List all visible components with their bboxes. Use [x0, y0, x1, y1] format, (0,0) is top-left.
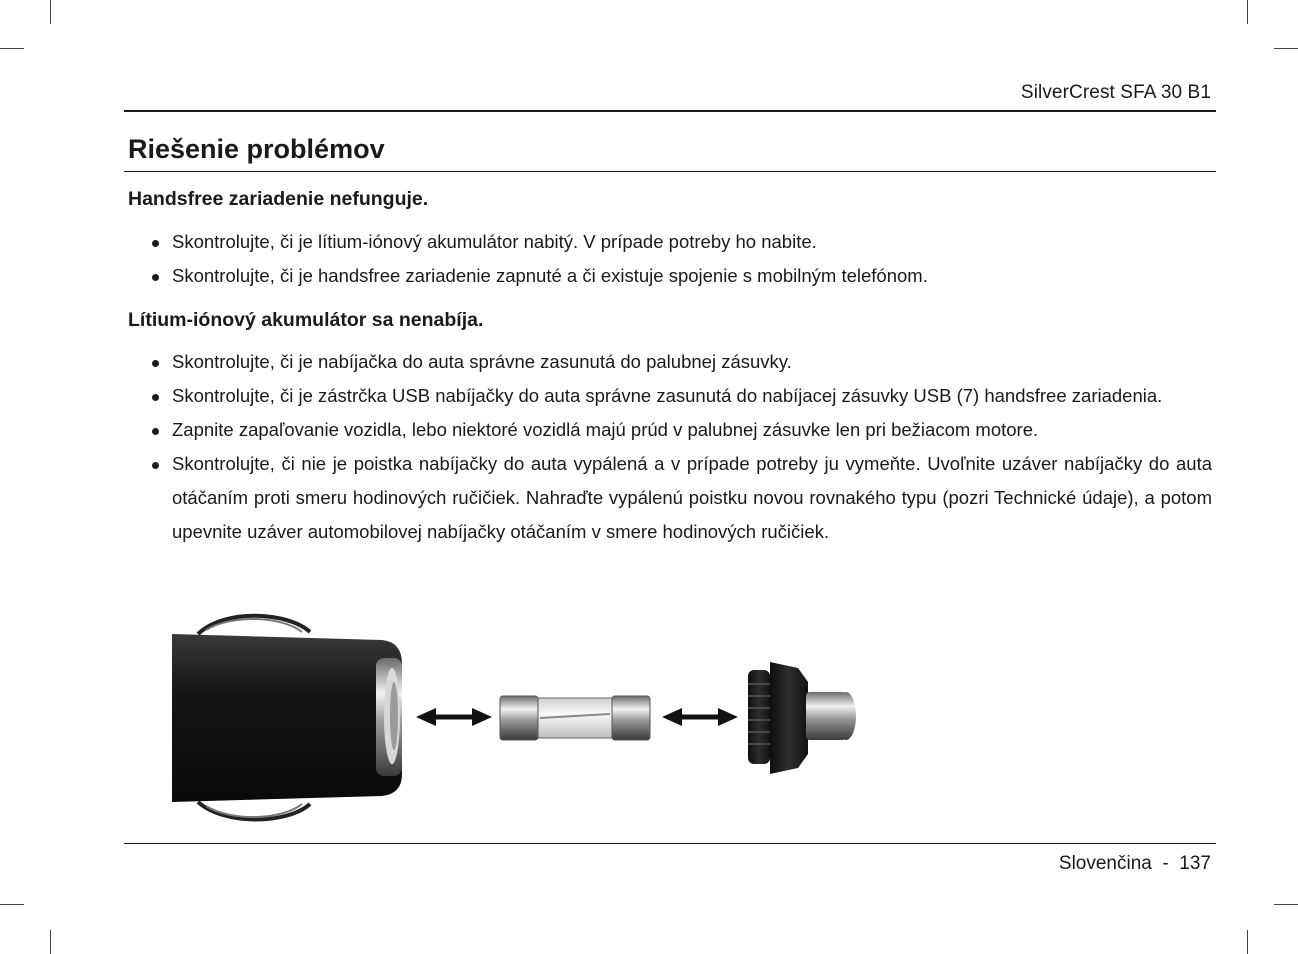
list-item: [146, 345, 1212, 379]
fuse-image: [500, 696, 650, 740]
bullet-icon: [152, 462, 159, 469]
list-item: [146, 225, 1212, 259]
list-item: [146, 447, 1212, 549]
double-arrow-icon: [662, 708, 738, 726]
crop-mark: [1274, 904, 1298, 905]
crop-mark: [50, 0, 51, 24]
bullet-list: [146, 225, 1212, 293]
running-header: SilverCrest SFA 30 B1: [1020, 82, 1211, 103]
page-footer: [1059, 853, 1211, 875]
crop-mark: [50, 930, 51, 954]
list-item: [146, 379, 1212, 413]
crop-mark: [1274, 48, 1298, 49]
list-item: [146, 259, 1212, 293]
section-heading: Handsfree zariadenie nefunguje.: [128, 188, 429, 210]
title-rule: [124, 171, 1216, 172]
bullet-icon: [152, 360, 159, 367]
double-arrow-icon: [416, 708, 492, 726]
car-charger-image: [172, 616, 402, 820]
list-item: [146, 413, 1212, 447]
list-item-text: Skontrolujte, či je zástrčka USB nabíjačky do auta správne zasunutá do nabíjacej zásuvky USB (7) handsfree zariadenia.: [172, 385, 1163, 406]
bullet-icon: [152, 428, 159, 435]
footer-rule: [124, 843, 1216, 844]
footer-language: Slovenčina: [1058, 853, 1152, 874]
page-title: Riešenie problémov: [128, 134, 385, 164]
crop-mark: [1247, 930, 1248, 954]
charger-cap-image: [748, 662, 856, 774]
crop-mark: [0, 48, 24, 49]
list-item-text: Skontrolujte, či je nabíjačka do auta správne zasunutá do palubnej zásuvky.: [172, 351, 792, 372]
header-rule: [124, 110, 1216, 112]
list-item-text: Zapnite zapaľovanie vozidla, lebo niektoré vozidlá majú prúd v palubnej zásuvke len pri bežiacom motore.: [172, 419, 1039, 440]
crop-mark: [0, 904, 24, 905]
bullet-list: [146, 345, 1212, 549]
footer-separator: -: [1162, 853, 1169, 874]
crop-mark: [1247, 0, 1248, 24]
bullet-icon: [152, 240, 159, 247]
list-item-text: Skontrolujte, či je lítium-iónový akumulátor nabitý. V prípade potreby ho nabite.: [172, 231, 817, 252]
list-item-text: Skontrolujte, či nie je poistka nabíjačky do auta vypálená a v prípade potreby ju vymeňte. Uvoľnite uzáver nabíjačky do auta otáčaním proti smeru hodinových ručičiek. Nahraďte vypálenú poistku novou rovnakého typu (pozri Technické údaje), a potom upevnite uzáver automobilovej nabíjačky otáčaním v smere hodinových ručičiek.: [172, 453, 1212, 542]
section-heading: Lítium-iónový akumulátor sa nenabíja.: [128, 309, 484, 331]
bullet-icon: [152, 394, 159, 401]
page-number: 137: [1179, 853, 1211, 874]
fuse-replacement-illustration: [170, 612, 870, 824]
bullet-icon: [152, 274, 159, 281]
list-item-text: Skontrolujte, či je handsfree zariadenie zapnuté a či existuje spojenie s mobilným telefónom.: [172, 265, 928, 286]
